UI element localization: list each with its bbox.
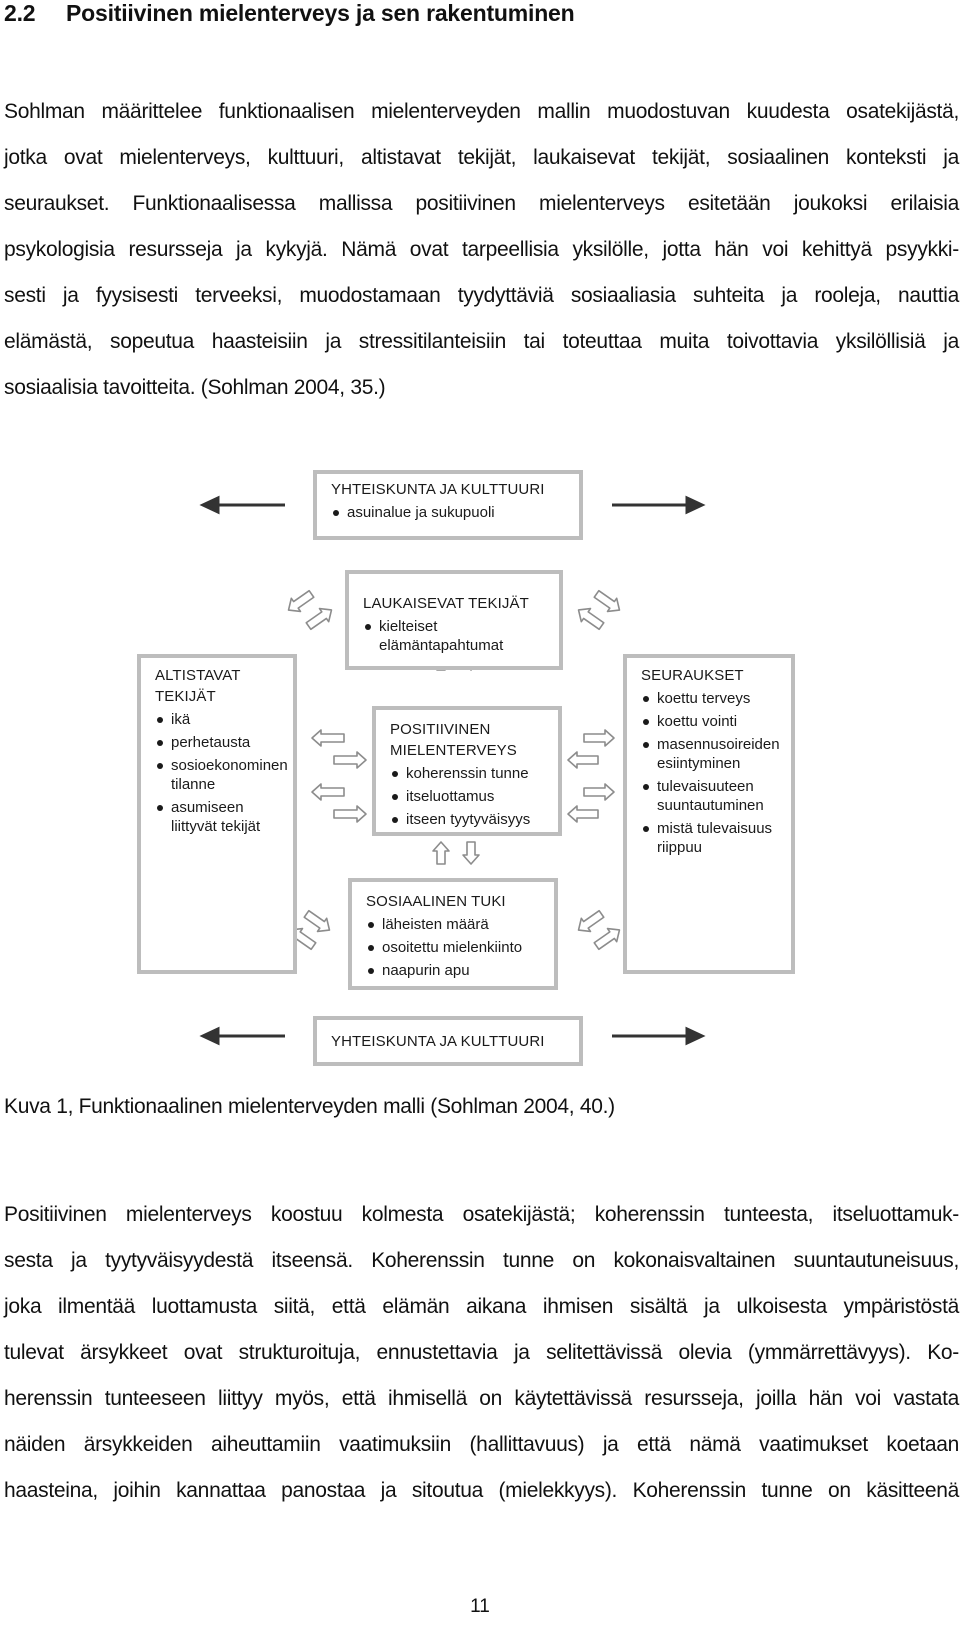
box-positive-mental-health (372, 706, 562, 836)
arrow-left-bottom-head (203, 1029, 218, 1043)
box-title: ALTISTAVAT (155, 667, 241, 684)
paragraph-line: seuraukset. Funktionaalisessa mallissa positiivinen mielenterveys esitetään joukoksi erilaisia (4, 192, 959, 215)
paragraph-line: Positiivinen mielenterveys koostuu kolmesta osatekijästä; koherenssin tunteesta, itseluottamuk- (4, 1203, 959, 1226)
paragraph-line: Sohlman määrittelee funktionaalisen mielenterveyden mallin muodostuvan kuudesta osatekijästä, (4, 100, 959, 123)
box-predisposing-factors (137, 654, 297, 974)
box-society-culture-bottom (313, 1016, 583, 1066)
arrow-diagonal (592, 923, 624, 952)
arrow-left (312, 784, 344, 800)
list-item: kielteiset elämäntapahtumat (363, 617, 545, 655)
arrow-right (334, 806, 366, 822)
paragraph-line: sesti ja fyysisesti terveeksi, muodostamaan tyydyttäviä sosiaaliasia suhteita ja rooleja, nauttia (4, 284, 959, 307)
list-item: koettu terveys (641, 689, 777, 708)
paragraph-line: joka ilmentää luottamusta siitä, että elämän aikana ihmisen sisältä ja ulkoisesta ympäristöstä (4, 1295, 959, 1318)
paragraph-line: psykologisia resursseja ja kykyjä. Nämä ovat tarpeellisia yksilölle, jotta hän voi kehittyä psyykki- (4, 238, 959, 261)
paragraph-line: tulevat ärsykkeet ovat strukturoituja, ennustettavia ja selitettävissä olevia (ymmärrettävyys). Ko- (4, 1341, 959, 1364)
paragraph-line: sosiaalisia tavoitteita. (Sohlman 2004, 35.) (4, 376, 386, 399)
paragraph-line: jotka ovat mielenterveys, kulttuuri, altistavat tekijät, laukaisevat tekijät, sosiaalinen konteksti ja (4, 146, 959, 169)
arrow-right (584, 730, 614, 746)
section-number: 2.2 (4, 0, 36, 26)
box-society-culture-top (313, 470, 583, 540)
list-item: masennusoireiden esiintyminen (641, 735, 777, 773)
box-title: YHTEISKUNTA JA KULTTUURI (331, 481, 545, 498)
list-item: ikä (155, 710, 279, 729)
box-title: POSITIIVINEN (390, 721, 491, 738)
arrow-diagonal (304, 603, 336, 632)
list-item: sosioekonominen tilanne (155, 756, 279, 794)
paragraph-line: elämästä, sopeutua haasteisiin ja stressitilanteisiin tai toteuttaa muita toivottavia yksilöllisiä ja (4, 330, 959, 353)
box-title: TEKIJÄT (155, 688, 216, 705)
section-title: Positiivinen mielenterveys ja sen rakentuminen (66, 0, 575, 26)
page-number: 11 (470, 1596, 490, 1617)
list-item: tulevaisuuteen suuntautuminen (641, 777, 777, 815)
box-consequences (623, 654, 795, 974)
list-item: asuinalue ja sukupuoli (331, 503, 565, 522)
arrow-right-bottom-head (687, 1029, 702, 1043)
arrow-left (568, 752, 598, 768)
list-item: läheisten määrä (366, 915, 540, 934)
arrow-diagonal (302, 907, 334, 936)
list-item: itseen tyytyväisyys (390, 810, 544, 829)
arrow-right (334, 752, 366, 768)
box-triggering-factors (345, 570, 563, 670)
functional-mental-health-model-diagram (0, 470, 960, 1070)
list-item: koettu vointi (641, 712, 777, 731)
arrow-diagonal (284, 587, 316, 616)
list-item: koherenssin tunne (390, 764, 544, 783)
arrow-up (433, 842, 449, 864)
paragraph-line: näiden ärsykkeiden aiheuttamiin vaatimuksiin (hallittavuus) ja että nämä vaatimukset koetaan (4, 1433, 959, 1456)
paragraph-1 (4, 89, 959, 411)
arrow-left (568, 806, 598, 822)
box-title: MIELENTERVEYS (390, 742, 517, 759)
box-title: LAUKAISEVAT TEKIJÄT (363, 595, 529, 612)
arrow-diagonal (592, 587, 624, 616)
paragraph-line: herenssin tunteeseen liittyy myös, että ihmisellä on käytettävissä resursseja, joilla hän voi vastata (4, 1387, 959, 1410)
box-title: SEURAUKSET (641, 667, 744, 684)
paragraph-line: haasteina, joihin kannattaa panostaa ja sitoutua (mielekkyys). Koherenssin tunne on käsitteenä (4, 1479, 959, 1502)
arrow-diagonal (574, 907, 606, 936)
box-title: YHTEISKUNTA JA KULTTUURI (331, 1033, 545, 1050)
box-social-support (348, 878, 558, 990)
arrow-diagonal (574, 603, 606, 632)
figure-caption: Kuva 1, Funktionaalinen mielenterveyden malli (Sohlman 2004, 40.) (4, 1095, 615, 1118)
arrow-down (463, 842, 479, 864)
paragraph-line: sesta ja tyytyväisyydestä itseensä. Koherenssin tunne on kokonaisvaltainen suuntautuneisuus, (4, 1249, 959, 1272)
list-item: naapurin apu (366, 961, 540, 980)
box-title: SOSIAALINEN TUKI (366, 893, 506, 910)
arrow-left (312, 730, 344, 746)
list-item: perhetausta (155, 733, 279, 752)
list-item: asumiseen liittyvät tekijät (155, 798, 279, 836)
paragraph-2 (4, 1192, 959, 1514)
arrow-left-top-head (203, 498, 218, 512)
list-item: mistä tulevaisuus riippuu (641, 819, 777, 857)
arrow-right (584, 784, 614, 800)
list-item: osoitettu mielenkiinto (366, 938, 540, 957)
section-heading (4, 0, 575, 27)
list-item: itseluottamus (390, 787, 544, 806)
arrow-right-top-head (687, 498, 702, 512)
